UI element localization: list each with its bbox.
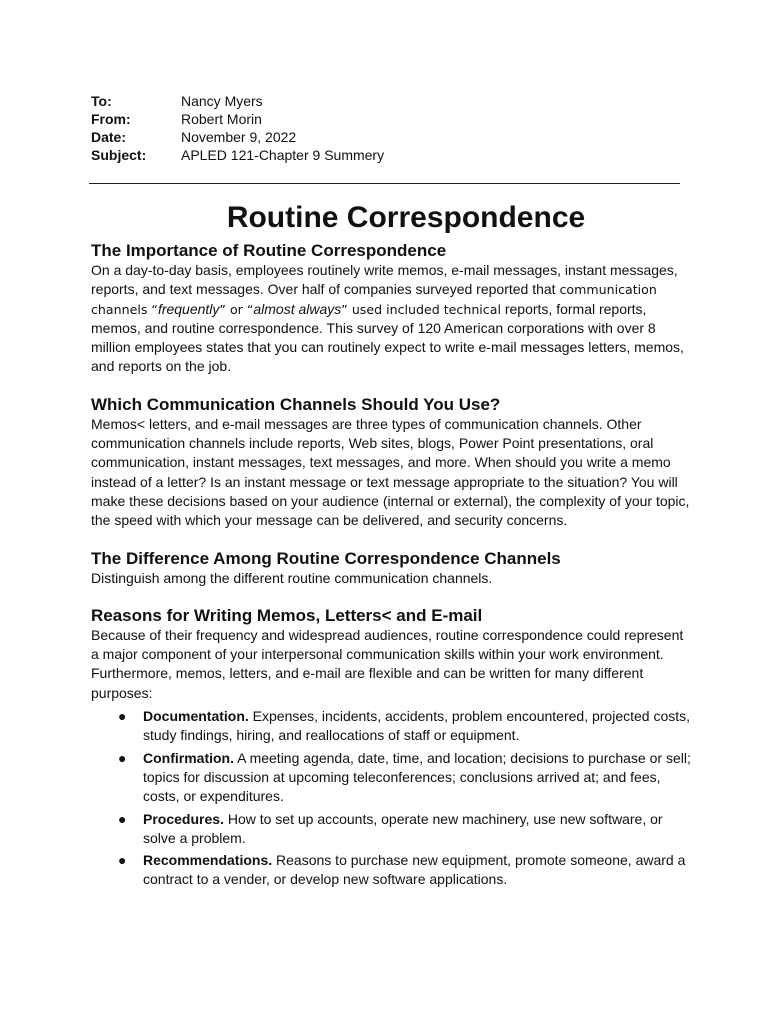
bullet-text: A meeting agenda, date, time, and location; decisions to purchase or sell; topics for discussion at upcoming teleconferences; conclusions arrived at; and fees, costs, or expenditures.: [143, 749, 691, 805]
section-heading: The Difference Among Routine Correspondence Channels: [91, 548, 561, 568]
bullet-icon: ●: [118, 708, 127, 725]
bullet-icon: ●: [118, 810, 127, 827]
emphasis-text: almost always: [253, 300, 342, 317]
list-item: [91, 810, 691, 849]
bullet-icon: ●: [118, 852, 127, 869]
memo-header: [91, 92, 384, 164]
bullet-icon: ●: [118, 749, 127, 766]
list-item: [91, 851, 691, 890]
section-heading: Which Communication Channels Should You Use?: [91, 394, 501, 414]
section-paragraph: Memos< letters, and e-mail messages are three types of communication channels. Other communication channels include reports, Web sites, blogs, Power Point presentations, oral communication, instant messages, text messages, and more. When should you write a memo instead of a letter? Is an instant message or text message appropriate to the situation? You will make these decisions based on your audience (internal or external), the complexity of your topic, the speed with which your message can be delivered, and security concerns.: [91, 415, 690, 529]
header-divider: [89, 183, 680, 184]
document-body: [91, 240, 691, 907]
section-paragraph: [91, 261, 691, 377]
purpose-list: [91, 707, 691, 890]
memo-to-row: [91, 92, 384, 110]
bullet-term: Procedures.: [143, 810, 224, 827]
section-importance: [91, 240, 691, 377]
paragraph-text: On a day-to-day basis, employees routinely write memos, e-mail messages, instant messages, reports, and text messages. Over half of companies surveyed reported that: [91, 262, 678, 298]
bullet-text: How to set up accounts, operate new machinery, use new software, or solve a problem.: [143, 810, 663, 846]
section-heading: Reasons for Writing Memos, Letters< and E-mail: [91, 605, 483, 625]
from-label: From:: [91, 111, 131, 127]
section-channels: [91, 394, 691, 531]
bullet-text: Expenses, incidents, accidents, problem encountered, projected costs, study findings, hiring, and reallocations of staff or equipment.: [143, 708, 691, 744]
section-difference: [91, 548, 691, 588]
date-label: Date:: [91, 129, 127, 145]
to-value: Nancy Myers: [181, 93, 263, 109]
list-item: [91, 707, 691, 746]
date-value: November 9, 2022: [181, 129, 297, 145]
paragraph-text-mono: communication channels “: [91, 282, 657, 317]
section-reasons: [91, 605, 691, 890]
from-value: Robert Morin: [181, 111, 262, 127]
paragraph-text-mono: ” used included technical: [341, 301, 501, 317]
paragraph-text-mono: ” or “: [219, 301, 254, 317]
list-item: [91, 749, 691, 807]
section-heading: The Importance of Routine Correspondence: [91, 241, 447, 260]
memo-from-row: [91, 110, 384, 128]
bullet-text: Reasons to purchase new equipment, promote someone, award a contract to a vender, or develop new software applications.: [143, 852, 686, 888]
subject-value: APLED 121-Chapter 9 Summery: [181, 147, 385, 163]
to-label: To:: [91, 93, 112, 109]
memo-subject-row: [91, 146, 384, 164]
memo-date-row: [91, 128, 384, 146]
bullet-term: Documentation.: [143, 708, 249, 725]
section-paragraph: Distinguish among the different routine communication channels.: [91, 569, 493, 586]
emphasis-text: frequently: [157, 300, 220, 317]
bullet-term: Recommendations.: [143, 852, 273, 869]
page-title: Routine Correspondence: [226, 201, 586, 234]
section-paragraph: Because of their frequency and widespread audiences, routine correspondence could represent a major component of your interpersonal communication skills within your work environment. Furthermore, memos, letters, and e-mail are flexible and can be written for many different purposes:: [91, 626, 684, 701]
paragraph-text: reports, formal reports, memos, and routine correspondence. This survey of 120 American corporations with over 8 million employees states that you can routinely expect to write e-mail messages letters, memos, and reports on the job.: [91, 300, 684, 375]
subject-label: Subject:: [91, 147, 147, 163]
bullet-term: Confirmation.: [143, 749, 234, 766]
